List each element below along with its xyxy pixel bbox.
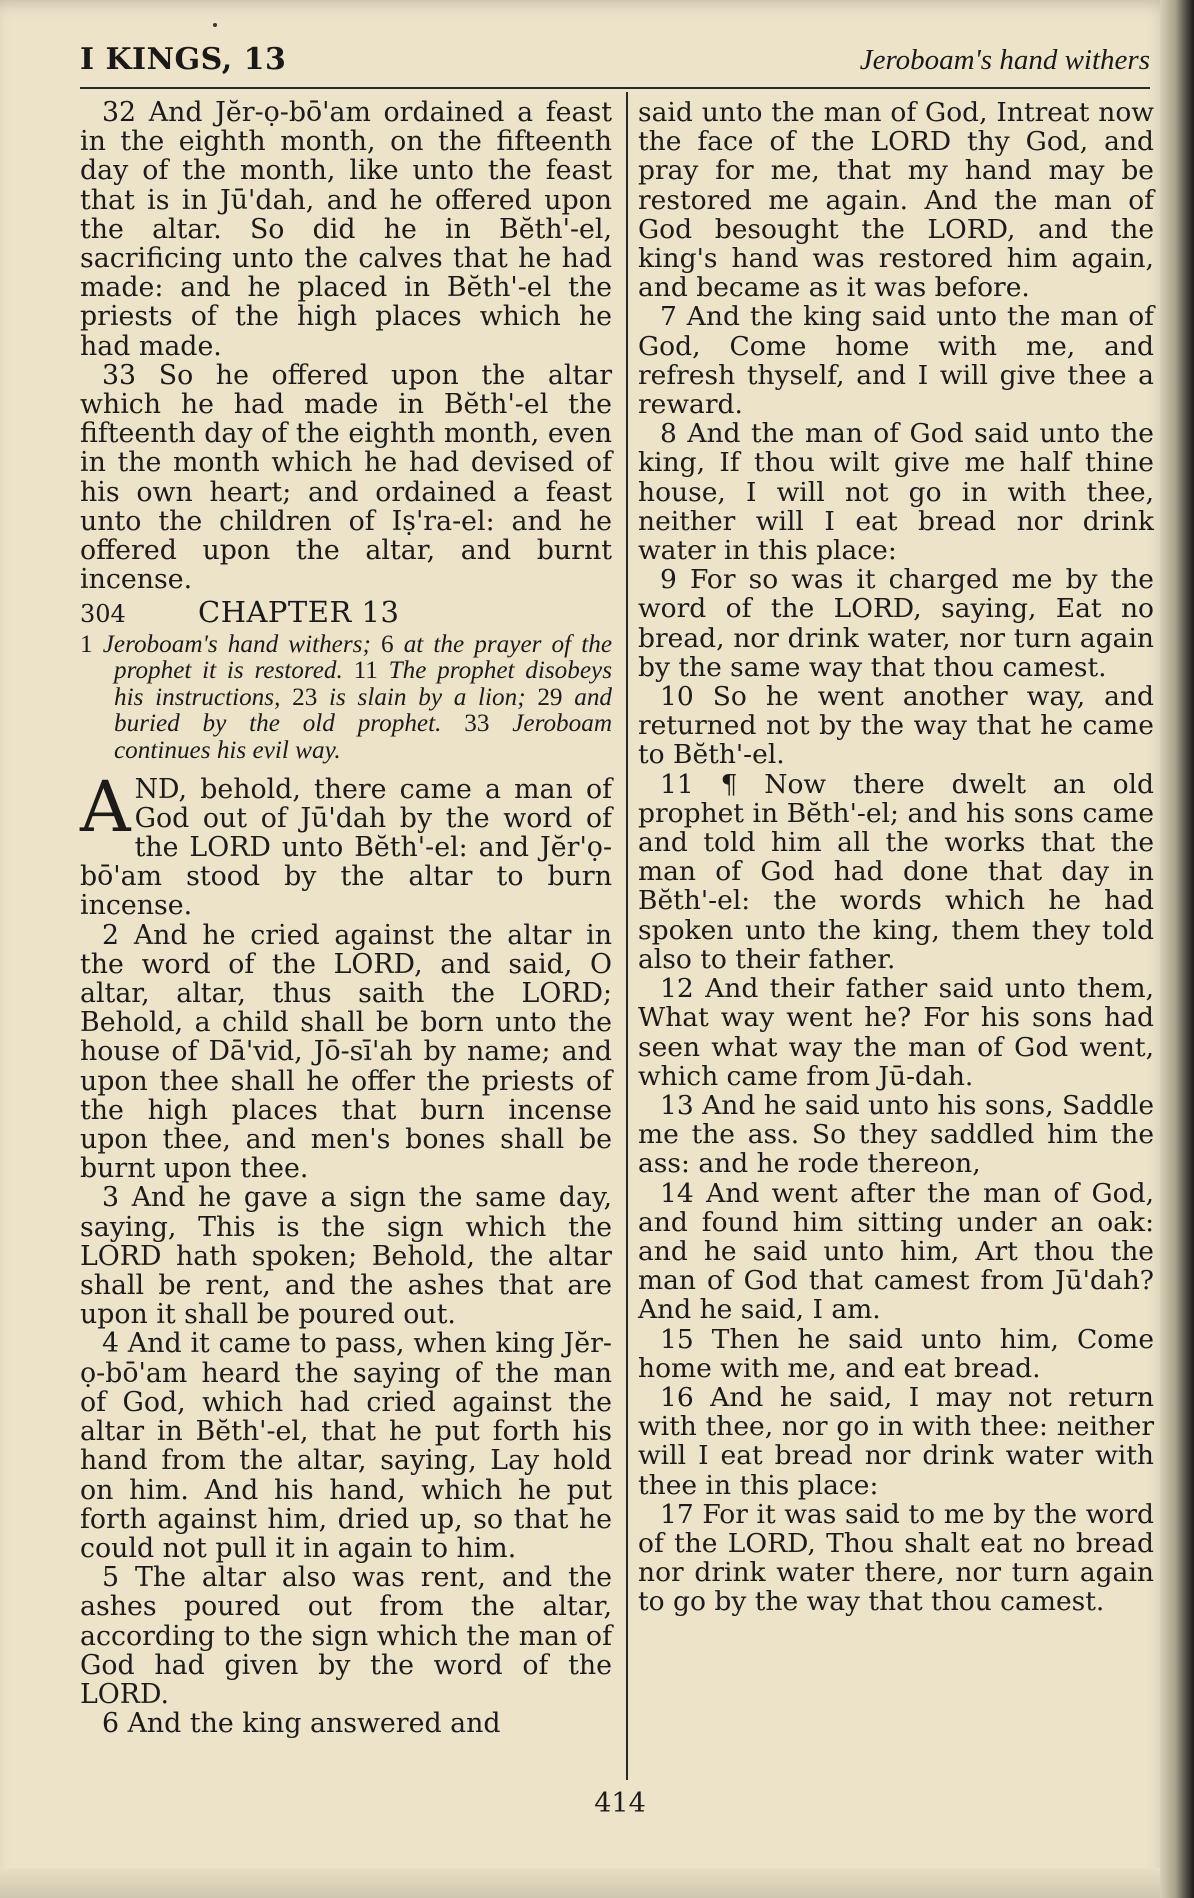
verse-9: 9 For so was it charged me by the word of the LORD, saying, Eat no bread, nor drink water, nor turn again by the same way that thou camest. <box>638 564 1154 683</box>
summary-num: 11 <box>353 657 378 685</box>
page-header <box>80 42 1150 82</box>
summary-num: 33 <box>464 710 490 738</box>
header-rule <box>80 87 1150 89</box>
page-bottom-edge <box>0 1868 1176 1898</box>
summary-text: is slain by a lion; <box>329 683 526 711</box>
summary-text: and buried by the old prophet. <box>114 683 612 738</box>
summary-text: at the prayer of the prophet it is restored. <box>114 630 613 685</box>
chapter-summary <box>80 632 612 765</box>
verse-6-start: 6 And the king answered and <box>102 1708 501 1740</box>
chapter-title: CHAPTER 13 <box>198 595 400 630</box>
verse-6-continued: said unto the man of God, Intreat now the face of the LORD thy God, and pray for me, that my hand may be restored me again. And the man of God besought the LORD, and the king's hand was restored him again, and became as it was before. <box>638 97 1154 304</box>
summary-num: 6 <box>380 630 394 658</box>
verse-7: 7 And the king said unto the man of God, Come home with me, and refresh thyself, and I will give thee a reward. <box>638 301 1154 421</box>
verse-1-text: ND, behold, there came a man of God out of Jū'dah by the word of the LORD unto Bĕth'-el: and Jĕr'ọ-bō'am stood by the altar to burn incense. <box>80 773 612 922</box>
verse-15: 15 Then he said unto him, Come home with me, and eat bread. <box>638 1323 1154 1384</box>
running-head: Jeroboam's hand withers <box>859 44 1150 76</box>
summary-text: Jeroboam's hand withers; <box>102 630 371 658</box>
page-number: 414 <box>594 1788 646 1819</box>
verse-2: 2 And he cried against the altar in the word of the LORD, and said, O altar, altar, thus saith the LORD; Behold, a child shall be born unto the house of Dā'vid, Jō-sī'ah by name; and upon thee shall he offer the priests of the high places that burn incense upon thee, and men's bones shall be burnt upon thee. <box>80 919 612 1185</box>
summary-text: The prophet disobeys his instructions, <box>114 657 613 711</box>
chapter-reference: 304 <box>80 600 126 629</box>
verse-13: 13 And he said unto his sons, Saddle me the ass. So they saddled him the ass: and he rode thereon, <box>638 1089 1155 1180</box>
summary-num: 29 <box>537 683 563 711</box>
verse-10: 10 So he went another way, and returned not by the way that he came to Bĕth'-el. <box>638 681 1154 771</box>
verse-11: 11 ¶ Now there dwelt an old prophet in Bĕth'-el; and his sons came and told him all the works that the man of God had done that day in Bĕth'-el: the words which he had spoken unto the king, them they told also to their father. <box>638 768 1154 975</box>
verse-17: 17 For it was said to me by the word of the LORD, Thou shalt eat no bread nor drink water there, nor turn again to go by the way that thou camest. <box>638 1498 1154 1618</box>
book-chapter-heading: I KINGS, 13 <box>80 42 287 77</box>
verse-14: 14 And went after the man of God, and found him sitting under an oak: and he said unto him, Art thou the man of God that camest from Jū'dah? And he said, I am. <box>638 1177 1154 1326</box>
book-spine-edge <box>1160 0 1194 1898</box>
column-divider <box>626 92 628 1780</box>
verse-12: 12 And their father said unto them, What way went he? For his sons had seen what way the man of God went, which came from Jū-dah. <box>638 973 1154 1092</box>
summary-num: 23 <box>292 683 318 711</box>
summary-num: 1 <box>80 630 93 658</box>
print-speck <box>213 23 217 27</box>
right-column <box>638 98 1154 1617</box>
verse-5: 5 The altar also was rent, and the ashes poured out from the altar, according to the sign which the man of God had given by the word of the LORD. <box>80 1562 612 1710</box>
verse-8: 8 And the man of God said unto the king, If thou wilt give me half thine house, I will not go in with thee, neither will I eat bread nor drink water in this place: <box>638 418 1154 567</box>
verse-4: 4 And it came to pass, when king Jĕr-ọ-bō'am heard the saying of the man of God, which had cried against the altar in Bĕth'-el, that he put forth his hand from the altar, saying, Lay hold on him. And his hand, which he put forth against him, dried up, so that he could not pull it in again to him. <box>80 1328 612 1564</box>
verse-33: 33 So he offered upon the altar which he had made in Bĕth'-el the fifteenth day of the eighth month, even in the month which he had devised of his own heart; and ordained a feast unto the children of Iṣ'ra-el: and he offered upon the altar, and burnt incense. <box>80 359 612 596</box>
left-column <box>80 98 612 1738</box>
verse-32: 32 And Jĕr-ọ-bō'am ordained a feast in the eighth month, on the fifteenth day of the month, like unto the feast that is in Jū'dah, and he offered upon the altar. So did he in Bĕth'-el, sacrificing unto the calves that he had made: and he placed in Bĕth'-el the priests of the high places which he had made. <box>80 97 612 362</box>
chapter-heading <box>80 595 612 630</box>
drop-cap: A <box>80 765 131 848</box>
verse-1 <box>80 765 612 922</box>
summary-text: Jeroboam continues his evil way. <box>114 710 613 765</box>
verse-3: 3 And he gave a sign the same day, saying, This is the sign which the LORD hath spoken; Behold, the altar shall be rent, and the ashes that are upon it shall be poured out. <box>80 1182 612 1331</box>
verse-16: 16 And he said, I may not return with thee, nor go in with thee: neither will I eat bread nor drink water with thee in this place: <box>638 1381 1154 1501</box>
